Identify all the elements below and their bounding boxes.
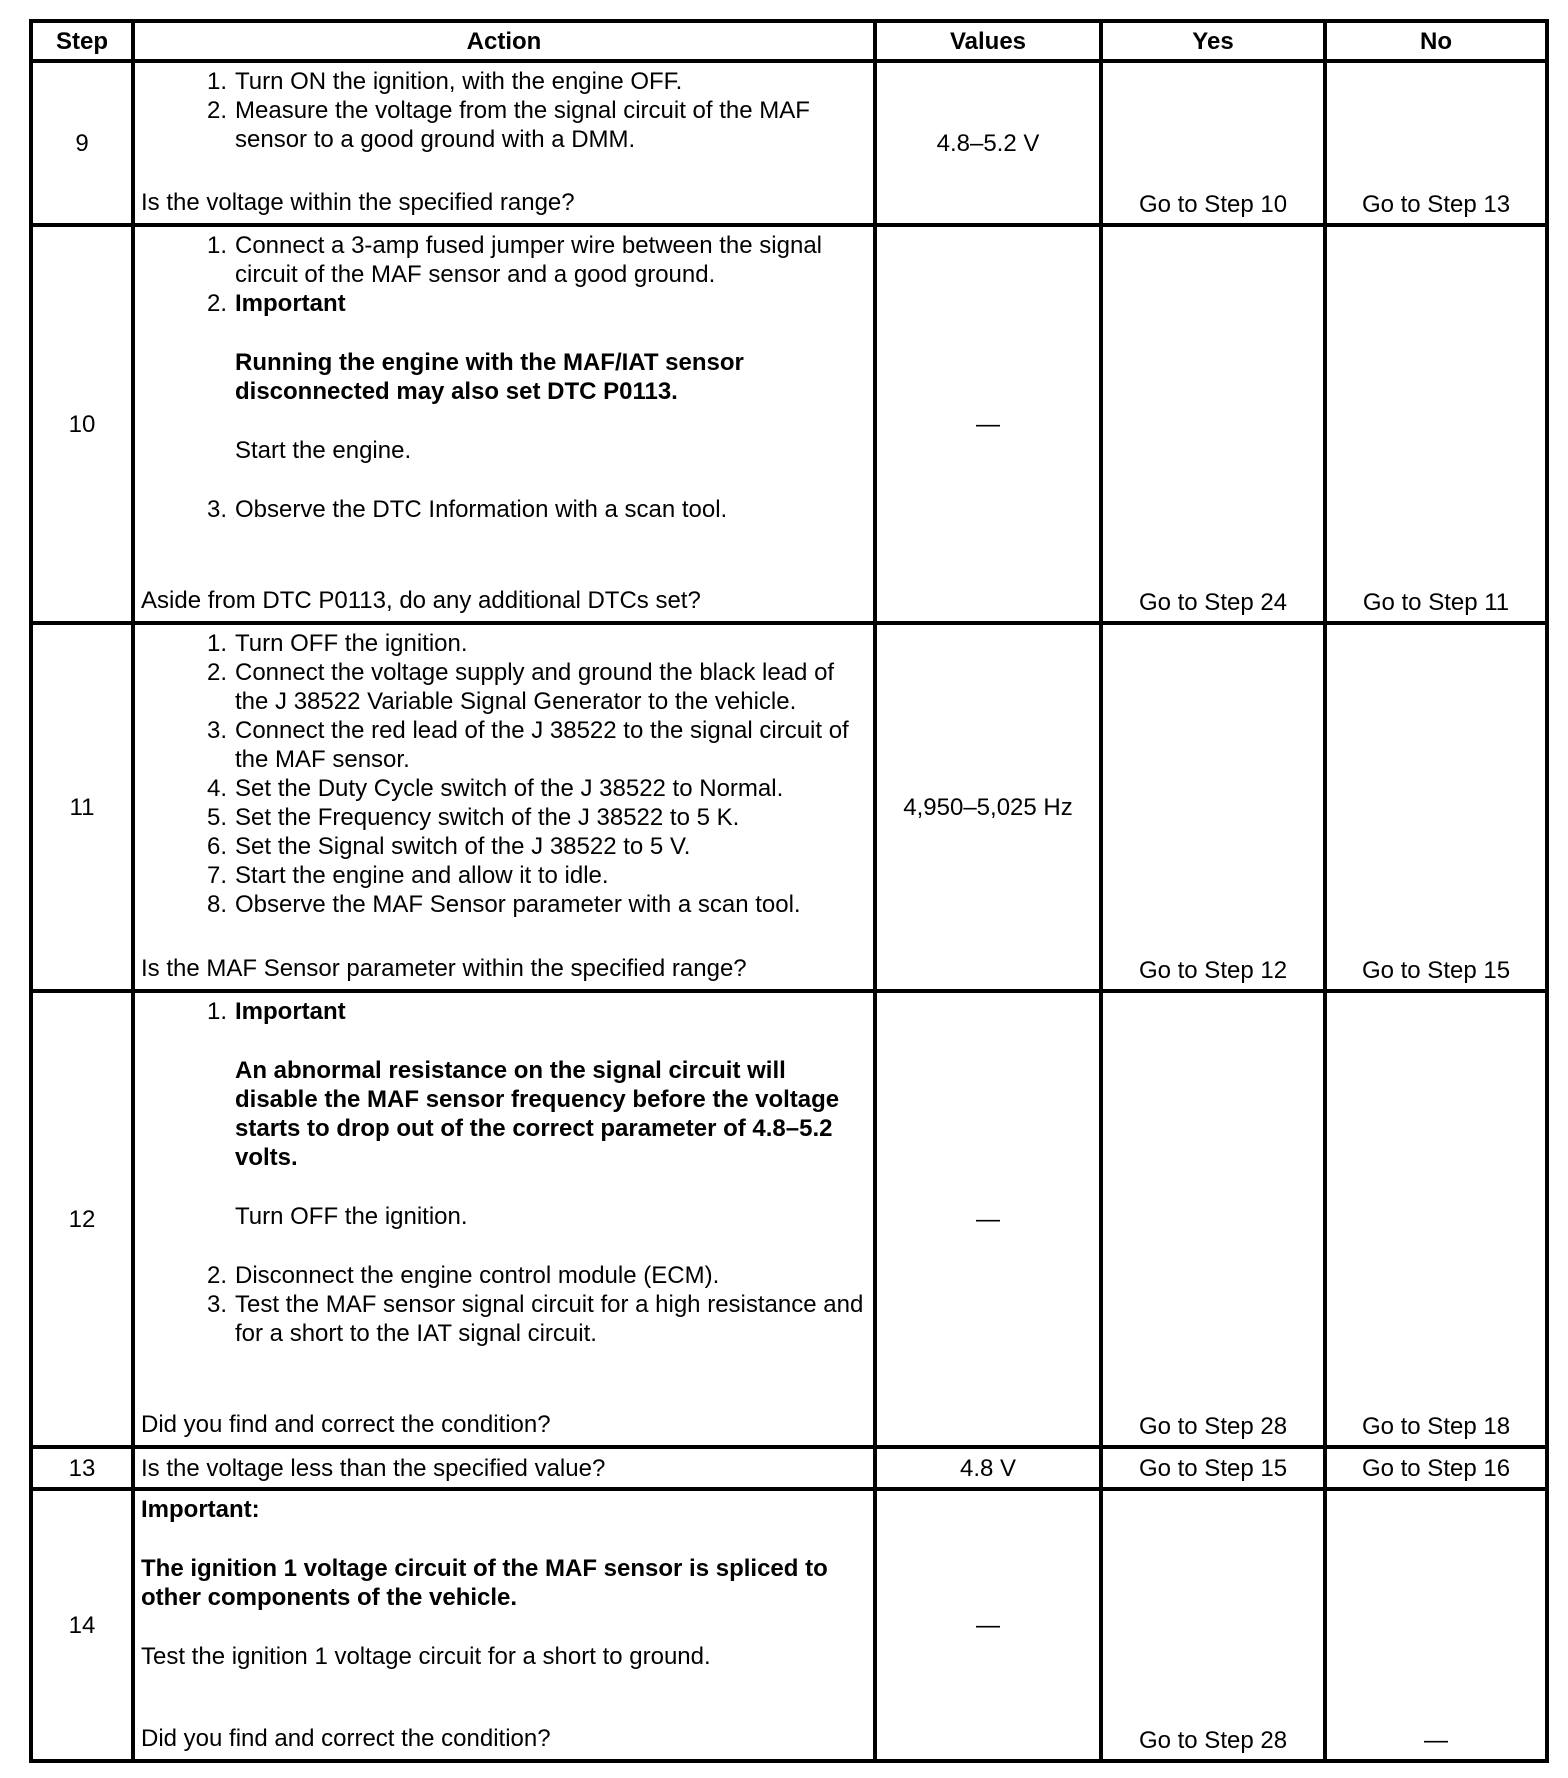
action-item [141, 1261, 867, 1290]
item-text: Measure the voltage from the signal circuit of the MAF sensor to a good ground with a DMM. [235, 97, 810, 153]
item-number: 3. [206, 496, 227, 523]
step-number: 14 [33, 1491, 131, 1759]
value-cell: — [877, 227, 1099, 621]
table-row-step-10 [33, 227, 1545, 621]
action-item [141, 997, 867, 1026]
action-question: Aside from DTC P0113, do any additional DTCs set? [141, 587, 701, 614]
item-number: 1. [206, 630, 227, 657]
action-item [141, 96, 867, 154]
action-question: Did you find and correct the condition? [141, 1725, 551, 1752]
item-number: 8. [206, 891, 227, 918]
item-number: 1. [206, 68, 227, 95]
item-number: 2. [206, 97, 227, 124]
diagnostic-table [29, 19, 1549, 1763]
item-number: 2. [206, 290, 227, 317]
table-row-step-13 [33, 1449, 1545, 1487]
action-item [141, 1202, 867, 1231]
item-text: Turn OFF the ignition. [235, 630, 468, 657]
instruction-text: Test the ignition 1 voltage circuit for a short to ground. [141, 1643, 711, 1670]
table-row-step-11 [33, 625, 1545, 989]
action-cell [135, 63, 873, 223]
step-number: 10 [33, 227, 131, 621]
no-link: — [1327, 1491, 1545, 1759]
step-number: 11 [33, 625, 131, 989]
item-number: 2. [206, 659, 227, 686]
action-item [141, 231, 867, 289]
table-row-step-14 [33, 1491, 1545, 1759]
action-item [141, 861, 867, 890]
header-values: Values [877, 23, 1099, 59]
step-number: 12 [33, 993, 131, 1445]
item-number: 2. [206, 1262, 227, 1289]
item-text: Set the Signal switch of the J 38522 to 5 V. [235, 833, 691, 860]
header-action: Action [135, 23, 873, 59]
item-number: 3. [206, 717, 227, 744]
action-item [141, 348, 867, 406]
yes-link[interactable]: Go to Step 10 [1103, 63, 1323, 223]
item-text: Test the MAF sensor signal circuit for a high resistance and for a short to the IAT signal circuit. [235, 1291, 864, 1347]
item-text: Turn ON the ignition, with the engine OFF. [235, 68, 683, 95]
item-text: Set the Frequency switch of the J 38522 to 5 K. [235, 804, 740, 831]
important-note: The ignition 1 voltage circuit of the MAF sensor is spliced to other components of the vehicle. [141, 1555, 828, 1611]
value-cell: 4,950–5,025 Hz [877, 625, 1099, 989]
action-item [141, 1290, 867, 1348]
yes-link[interactable]: Go to Step 12 [1103, 625, 1323, 989]
action-question: Is the voltage less than the specified value? [141, 1454, 606, 1482]
table-row-step-9 [33, 63, 1545, 223]
item-text: Observe the DTC Information with a scan tool. [235, 496, 728, 523]
item-text: Connect the red lead of the J 38522 to the signal circuit of the MAF sensor. [235, 717, 849, 773]
item-text: Set the Duty Cycle switch of the J 38522 to Normal. [235, 775, 784, 802]
action-question: Is the MAF Sensor parameter within the specified range? [141, 955, 747, 982]
item-number: 4. [206, 775, 227, 802]
important-note: An abnormal resistance on the signal circuit will disable the MAF sensor frequency before the voltage starts to drop out of the correct parameter of 4.8–5.2 volts. [235, 1057, 840, 1171]
action-cell [135, 1491, 873, 1759]
action-cell [135, 1449, 873, 1487]
item-text: Disconnect the engine control module (ECM). [235, 1262, 720, 1289]
value-cell: — [877, 1491, 1099, 1759]
important-label: Important [235, 998, 346, 1025]
action-item [141, 289, 867, 318]
item-number: 7. [206, 862, 227, 889]
action-item [141, 1056, 867, 1172]
item-text: Connect a 3-amp fused jumper wire between the signal circuit of the MAF sensor and a good ground. [235, 232, 822, 288]
important-label: Important: [141, 1496, 260, 1523]
no-link[interactable]: Go to Step 15 [1327, 625, 1545, 989]
action-item [141, 629, 867, 658]
no-link[interactable]: Go to Step 11 [1327, 227, 1545, 621]
item-text: Connect the voltage supply and ground the black lead of the J 38522 Variable Signal Generator to the vehicle. [235, 659, 835, 715]
item-text: Observe the MAF Sensor parameter with a scan tool. [235, 891, 801, 918]
action-question: Did you find and correct the condition? [141, 1411, 551, 1438]
action-item [141, 658, 867, 716]
step-number: 13 [33, 1449, 131, 1487]
item-text: Start the engine and allow it to idle. [235, 862, 609, 889]
no-link[interactable]: Go to Step 16 [1327, 1449, 1545, 1487]
yes-link[interactable]: Go to Step 28 [1103, 993, 1323, 1445]
action-cell [135, 993, 873, 1445]
action-item [141, 803, 867, 832]
yes-link[interactable]: Go to Step 24 [1103, 227, 1323, 621]
header-no: No [1327, 23, 1545, 59]
important-label: Important [235, 290, 346, 317]
important-note: Running the engine with the MAF/IAT sensor disconnected may also set DTC P0113. [235, 349, 744, 405]
no-link[interactable]: Go to Step 13 [1327, 63, 1545, 223]
value-cell: — [877, 993, 1099, 1445]
action-item [141, 774, 867, 803]
table-header-row [33, 23, 1545, 59]
item-number: 1. [206, 998, 227, 1025]
no-link[interactable]: Go to Step 18 [1327, 993, 1545, 1445]
item-number: 6. [206, 833, 227, 860]
action-item [141, 495, 867, 524]
header-yes: Yes [1103, 23, 1323, 59]
item-number: 1. [206, 232, 227, 259]
header-step: Step [33, 23, 131, 59]
action-cell [135, 625, 873, 989]
action-item [141, 716, 867, 774]
item-number: 3. [206, 1291, 227, 1318]
table-row-step-12 [33, 993, 1545, 1445]
yes-link[interactable]: Go to Step 28 [1103, 1491, 1323, 1759]
value-cell: 4.8–5.2 V [877, 63, 1099, 223]
item-number: 5. [206, 804, 227, 831]
yes-link[interactable]: Go to Step 15 [1103, 1449, 1323, 1487]
step-number: 9 [33, 63, 131, 223]
action-item [141, 832, 867, 861]
action-cell [135, 227, 873, 621]
value-cell: 4.8 V [877, 1449, 1099, 1487]
action-question: Is the voltage within the specified range? [141, 189, 575, 216]
item-text: Start the engine. [235, 437, 412, 464]
action-item [141, 67, 867, 96]
item-text: Turn OFF the ignition. [235, 1203, 468, 1230]
procedure-page [29, 19, 1537, 1761]
action-item [141, 436, 867, 465]
action-item [141, 890, 867, 919]
